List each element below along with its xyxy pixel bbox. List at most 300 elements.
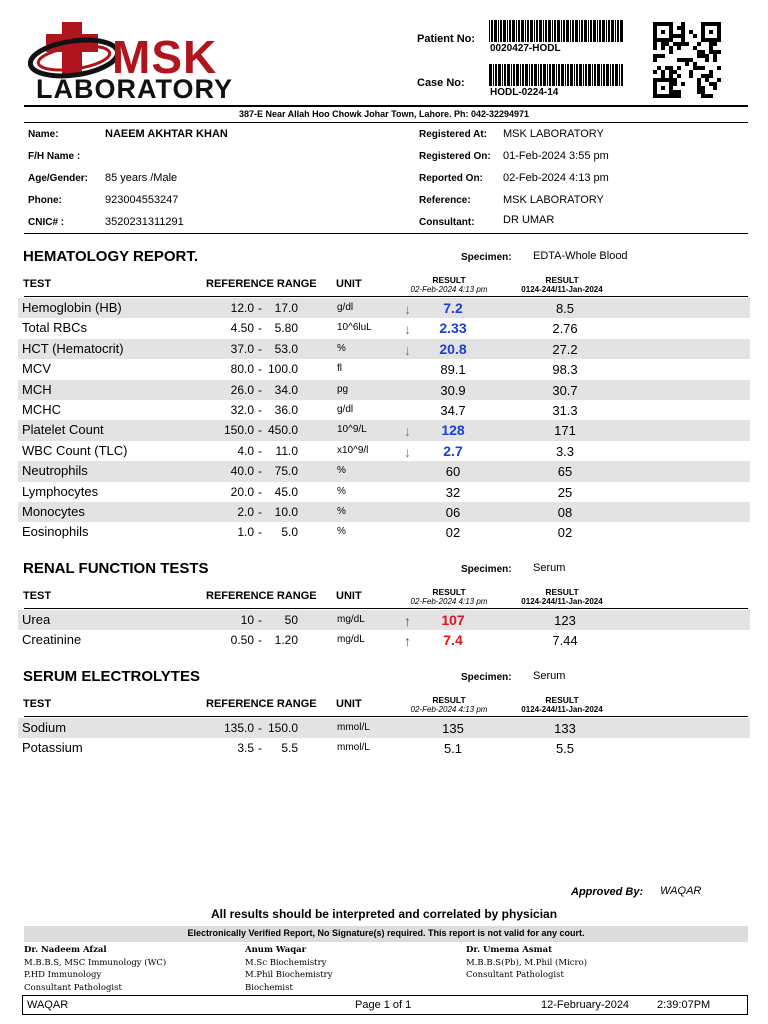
test-row	[18, 502, 750, 522]
section-title: HEMATOLOGY REPORT.	[23, 248, 199, 265]
test-name: Hemoglobin (HB)	[22, 300, 122, 315]
qr-module	[709, 74, 713, 78]
qr-module	[701, 66, 705, 70]
barcode-bar	[602, 20, 605, 42]
case-no-value: HODL-0224-14	[490, 87, 559, 98]
unit: x10^9/l	[337, 444, 369, 456]
test-name: WBC Count (TLC)	[22, 442, 128, 458]
barcode-bar	[601, 64, 602, 86]
signatory-2	[245, 944, 333, 994]
unit: %	[337, 485, 346, 497]
barcode-bar	[567, 64, 569, 86]
barcode-bar	[615, 64, 618, 86]
header-bottom-rule	[24, 122, 748, 123]
print-footer-bar	[22, 995, 748, 1015]
qr-module	[689, 58, 693, 62]
result-current: 107	[441, 612, 465, 628]
test-name: Total RBCs	[22, 320, 88, 336]
lab-address: 387-E Near Allah Hoo Chowk Johar Town, Lahore. Ph: 042-32294971	[238, 109, 530, 119]
result-current-date: 02-Feb-2024 4:13 pm	[410, 285, 488, 294]
barcode-bar	[556, 64, 557, 86]
patient-no-value: 0020427-HODL	[490, 43, 561, 54]
barcode-bar	[518, 20, 520, 42]
column-header-result-previous: RESULT	[545, 695, 579, 705]
result-previous: 3.3	[555, 443, 575, 459]
test-row	[18, 400, 750, 420]
specimen-value: Serum	[533, 670, 566, 682]
specimen-label: Specimen:	[461, 672, 512, 683]
barcode-bar	[504, 64, 506, 86]
qr-module	[717, 66, 721, 70]
section-title: SERUM ELECTROLYTES	[23, 668, 200, 685]
column-header-result-current: RESULT	[432, 587, 466, 597]
test-row	[18, 441, 750, 461]
result-current: 7.2	[443, 300, 463, 316]
print-date: 12-February-2024	[541, 999, 630, 1011]
reference-low: 20.0	[230, 484, 254, 499]
barcode-bar	[588, 64, 591, 86]
qr-module	[661, 46, 665, 50]
barcode-bar	[525, 20, 526, 42]
barcode-bar	[606, 64, 609, 86]
patient-info-rule	[24, 233, 748, 234]
unit: %	[337, 465, 346, 477]
specimen-value: Serum	[533, 562, 566, 574]
table-header-rule	[24, 716, 748, 717]
signatory-line: Consultant Pathologist	[24, 982, 122, 993]
arrow-down-icon: ↓	[404, 321, 411, 338]
barcode-bar	[592, 64, 593, 86]
barcode-bar	[599, 20, 601, 42]
barcode-bar	[522, 64, 524, 86]
result-previous-ref: 0124-244/11-Jan-2024	[521, 597, 603, 606]
unit: mmol/L	[337, 722, 370, 733]
unit: %	[337, 506, 346, 517]
reference-high: 50	[284, 613, 298, 627]
result-previous: 08	[557, 505, 573, 520]
qr-module	[693, 66, 697, 70]
qr-module	[661, 30, 665, 34]
print-time: 2:39:07PM	[657, 999, 711, 1011]
reference-high: 5.80	[274, 321, 298, 336]
reference-low: 80.0	[230, 362, 254, 377]
reference-dash: -	[258, 633, 262, 648]
result-current: 7.4	[443, 632, 463, 649]
page-number: Page 1 of 1	[355, 999, 412, 1011]
qr-module	[677, 42, 681, 46]
barcode-bar	[583, 64, 584, 86]
result-previous: 5.5	[555, 741, 575, 757]
qr-module	[697, 66, 701, 70]
test-row	[18, 380, 750, 400]
barcode-bar	[507, 64, 510, 86]
qr-module	[701, 86, 705, 90]
reference-low: 135.0	[223, 721, 254, 735]
signatory-3	[466, 944, 587, 982]
qr-module	[709, 50, 713, 54]
reference-dash: -	[258, 362, 262, 377]
barcode-bar	[547, 64, 548, 86]
reference-low: 1.0	[237, 525, 254, 540]
reference-low: 2.0	[237, 505, 254, 519]
test-name: Creatinine	[22, 632, 82, 648]
signatory-line: Consultant Pathologist	[466, 970, 564, 980]
barcode-bar	[615, 20, 616, 42]
qr-module	[673, 34, 677, 38]
barcode-bar	[619, 64, 620, 86]
test-name: MCHC	[22, 402, 61, 417]
qr-module	[705, 58, 709, 62]
result-current: 5.1	[443, 741, 463, 757]
barcode-bar	[543, 20, 544, 42]
reference-high: 11.0	[275, 443, 298, 458]
qr-module	[713, 86, 717, 90]
qr-module	[709, 30, 713, 34]
test-name: Platelet Count	[22, 422, 104, 438]
signatory-name: Anum Waqar	[245, 945, 307, 955]
qr-module	[673, 70, 677, 74]
test-row	[18, 482, 750, 502]
unit: pg	[337, 383, 349, 395]
qr-module	[701, 74, 705, 78]
registered-on-value: 01-Feb-2024 3:55 pm	[503, 150, 609, 162]
test-row	[18, 738, 750, 758]
reference-dash: -	[258, 403, 262, 417]
qr-module	[677, 34, 681, 38]
barcode-bar	[498, 64, 501, 86]
patient-name: NAEEM AKHTAR KHAN	[105, 128, 228, 140]
qr-module	[677, 94, 681, 98]
test-row	[18, 420, 750, 440]
qr-module	[661, 74, 665, 78]
barcode-bar	[612, 64, 614, 86]
barcode-bar	[608, 20, 610, 42]
signatory-line: P.HD Immunology	[24, 970, 102, 980]
registered-at-value: MSK LABORATORY	[503, 128, 604, 140]
arrow-up-icon: ↑	[404, 633, 411, 650]
qr-module	[693, 46, 697, 50]
reference-dash: -	[258, 505, 262, 519]
column-header-result-current: RESULT	[432, 695, 466, 705]
column-header-result-previous: RESULT	[545, 587, 579, 597]
unit: %	[337, 342, 346, 354]
reference-high: 17.0	[274, 301, 298, 315]
unit: mmol/L	[337, 742, 370, 754]
reference-low: 3.5	[237, 741, 254, 756]
qr-module	[685, 42, 689, 46]
test-row	[18, 718, 750, 738]
column-header-test: TEST	[23, 590, 52, 602]
qr-module	[701, 90, 705, 94]
qr-module	[705, 74, 709, 78]
qr-module	[701, 94, 705, 98]
barcode-bar	[536, 20, 538, 42]
column-header-unit: UNIT	[336, 278, 362, 290]
reference-value: MSK LABORATORY	[503, 194, 604, 206]
barcode-bar	[557, 20, 560, 42]
barcode-bar	[489, 64, 492, 86]
barcode-bar	[597, 20, 598, 42]
barcode-bar	[493, 64, 494, 86]
test-row	[18, 461, 750, 481]
barcode-bar	[584, 20, 587, 42]
case-no-label: Case No:	[417, 77, 465, 89]
unit: %	[337, 526, 346, 538]
barcode-bar	[585, 64, 587, 86]
specimen-label: Specimen:	[461, 252, 512, 263]
qr-module	[681, 34, 685, 38]
qr-module	[709, 70, 713, 74]
reference-label: Reference:	[419, 195, 471, 206]
reference-dash: -	[258, 525, 262, 540]
result-current: 2.33	[439, 320, 467, 337]
qr-module	[681, 30, 685, 34]
header-top-rule	[24, 105, 748, 107]
result-previous: 02	[557, 525, 573, 541]
test-row	[18, 318, 750, 338]
result-previous: 8.5	[555, 301, 575, 316]
barcode-bar	[579, 64, 582, 86]
barcode-bar	[576, 64, 578, 86]
specimen-value: EDTA-Whole Blood	[533, 250, 628, 262]
barcode-bar	[565, 64, 566, 86]
age-gender-value: 85 years /Male	[105, 172, 178, 184]
qr-module	[713, 82, 717, 86]
barcode-bar	[552, 20, 553, 42]
reference-high: 150.0	[267, 721, 298, 735]
test-name: HCT (Hematocrit)	[22, 340, 124, 356]
qr-module	[685, 58, 689, 62]
barcode-bar	[539, 20, 542, 42]
result-previous: 2.76	[552, 321, 578, 337]
reference-dash: -	[258, 382, 262, 397]
reference-low: 26.0	[230, 382, 254, 397]
result-previous: 27.2	[552, 341, 578, 357]
qr-module	[697, 42, 701, 46]
name-label: Name:	[28, 129, 59, 140]
reference-high: 45.0	[274, 484, 298, 499]
reference-dash: -	[258, 741, 262, 756]
column-header-result-current: RESULT	[432, 275, 466, 285]
reference-low: 37.0	[230, 341, 254, 356]
unit: 10^6luL	[337, 322, 372, 334]
test-name: Sodium	[22, 720, 67, 735]
unit: 10^9/L	[337, 424, 367, 436]
barcode-bar	[561, 64, 564, 86]
result-current-date: 02-Feb-2024 4:13 pm	[410, 705, 488, 714]
signatory-name: Dr. Umema Asmat	[466, 945, 553, 955]
barcode-bar	[498, 20, 499, 42]
column-header-reference-range: REFERENCE RANGE	[206, 590, 317, 602]
reference-high: 34.0	[274, 382, 298, 397]
qr-module	[681, 42, 685, 46]
result-previous: 25	[557, 484, 573, 500]
reference-high: 5.5	[281, 741, 298, 756]
barcode-bar	[561, 20, 562, 42]
column-header-test: TEST	[23, 278, 52, 290]
barcode-bar	[507, 20, 508, 42]
qr-module	[669, 74, 673, 78]
reference-dash: -	[258, 321, 262, 336]
test-name: Potassium	[22, 740, 83, 756]
qr-module	[665, 66, 669, 70]
barcode-bar	[597, 64, 600, 86]
signatory-line: M.B.B.S, MSC Immunology (WC)	[24, 957, 167, 968]
reference-dash: -	[258, 484, 262, 499]
barcode-bar	[552, 64, 555, 86]
test-row	[18, 630, 750, 650]
barcode-bar	[527, 20, 529, 42]
qr-module	[689, 30, 693, 34]
barcode-bar	[509, 20, 511, 42]
qr-module	[673, 94, 677, 98]
qr-module	[661, 42, 665, 46]
qr-module	[709, 82, 713, 86]
result-current: 20.8	[439, 340, 467, 357]
qr-module	[673, 78, 677, 82]
qr-module	[669, 46, 673, 50]
qr-module	[661, 70, 665, 74]
test-name: Monocytes	[22, 504, 85, 519]
qr-module	[713, 50, 717, 54]
barcode-bar	[516, 20, 517, 42]
barcode-bar	[549, 64, 551, 86]
barcode-bar	[574, 64, 575, 86]
barcode-bar	[621, 64, 623, 86]
qr-module	[677, 58, 681, 62]
qr-module	[697, 50, 701, 54]
result-previous: 30.7	[552, 382, 578, 398]
barcode-bar	[588, 20, 589, 42]
result-current: 89.1	[440, 362, 466, 378]
printed-by-user: WAQAR	[27, 999, 69, 1011]
barcode-bar	[513, 64, 515, 86]
consultant-label: Consultant:	[419, 217, 475, 228]
barcode-bar	[594, 64, 596, 86]
column-header-unit: UNIT	[336, 590, 362, 602]
result-current: 30.9	[440, 382, 466, 398]
result-previous: 7.44	[552, 633, 578, 649]
reference-high: 53.0	[274, 341, 298, 356]
cnic-label: CNIC# :	[28, 217, 65, 228]
test-row	[18, 359, 750, 379]
qr-module	[713, 58, 717, 62]
result-previous: 65	[557, 464, 573, 480]
logo-brand-top: MSK	[112, 31, 218, 83]
age-gender-label: Age/Gender:	[28, 173, 89, 184]
result-current: 02	[445, 525, 461, 541]
barcode-bar	[534, 64, 537, 86]
result-current: 60	[445, 464, 461, 480]
reference-dash: -	[258, 721, 262, 735]
signatory-1	[24, 944, 166, 994]
result-previous: 31.3	[552, 403, 578, 418]
unit: g/dl	[337, 302, 354, 313]
section-title: RENAL FUNCTION TESTS	[23, 560, 209, 577]
barcode-bar	[500, 20, 502, 42]
qr-module	[713, 54, 717, 58]
qr-module	[673, 90, 677, 94]
qr-module	[689, 74, 693, 78]
barcode-bar	[563, 20, 565, 42]
barcode-bar	[590, 20, 592, 42]
qr-code-icon	[653, 22, 721, 98]
arrow-down-icon: ↓	[404, 301, 411, 317]
qr-module	[705, 78, 709, 82]
result-previous: 123	[554, 613, 576, 628]
qr-module	[709, 46, 713, 50]
fh-name-label: F/H Name :	[28, 151, 81, 162]
column-header-reference-range: REFERENCE RANGE	[206, 278, 317, 290]
qr-module	[681, 26, 685, 30]
qr-module	[653, 46, 657, 50]
barcode-bar	[579, 20, 580, 42]
column-header-test: TEST	[23, 698, 52, 710]
result-current: 06	[445, 505, 461, 520]
qr-module	[681, 38, 685, 42]
barcode-bar	[529, 64, 530, 86]
barcode-bar	[603, 64, 605, 86]
column-header-result-previous: RESULT	[545, 275, 579, 285]
cnic-value: 3520231311291	[105, 216, 184, 228]
qr-module	[653, 54, 657, 58]
qr-module	[653, 70, 657, 74]
barcode-bar	[548, 20, 551, 42]
registered-at-label: Registered At:	[419, 129, 487, 140]
barcode-bar	[581, 20, 583, 42]
test-name: MCV	[22, 361, 51, 377]
barcode-bar	[575, 20, 578, 42]
unit: g/dl	[337, 404, 354, 415]
test-row	[18, 298, 750, 318]
reported-on-value: 02-Feb-2024 4:13 pm	[503, 172, 609, 184]
qr-module	[717, 78, 721, 82]
barcode-bar	[538, 64, 539, 86]
qr-module	[669, 70, 673, 74]
test-name: Neutrophils	[22, 463, 88, 479]
test-row	[18, 339, 750, 359]
reference-low: 12.0	[230, 301, 254, 315]
test-row	[18, 522, 750, 542]
result-current: 32	[445, 484, 461, 500]
qr-module	[677, 90, 681, 94]
qr-module	[685, 62, 689, 66]
registered-on-label: Registered On:	[419, 151, 491, 162]
result-current: 34.7	[440, 403, 466, 418]
test-name: Lymphocytes	[22, 483, 99, 499]
barcode-bar	[503, 20, 506, 42]
test-name: MCH	[22, 381, 52, 397]
signatory-line: M.B.B.S(Pb), M.Phil (Micro)	[466, 957, 588, 968]
barcode-bar	[593, 20, 596, 42]
reference-high: 36.0	[274, 403, 298, 417]
qr-module	[673, 42, 677, 46]
approved-by-value: WAQAR	[660, 885, 702, 897]
phone-value: 923004553247	[105, 194, 179, 206]
qr-module	[697, 78, 701, 82]
barcode-bar	[511, 64, 512, 86]
reference-low: 150.0	[223, 423, 254, 438]
signatory-name: Dr. Nadeem Afzal	[24, 945, 107, 955]
column-header-reference-range: REFERENCE RANGE	[206, 698, 317, 710]
barcode-bar	[489, 20, 490, 42]
barcode-bar	[540, 64, 542, 86]
reference-dash: -	[258, 464, 262, 479]
arrow-down-icon: ↓	[404, 423, 411, 440]
barcode-bar	[530, 20, 533, 42]
result-current-date: 02-Feb-2024 4:13 pm	[410, 597, 488, 606]
qr-module	[705, 54, 709, 58]
